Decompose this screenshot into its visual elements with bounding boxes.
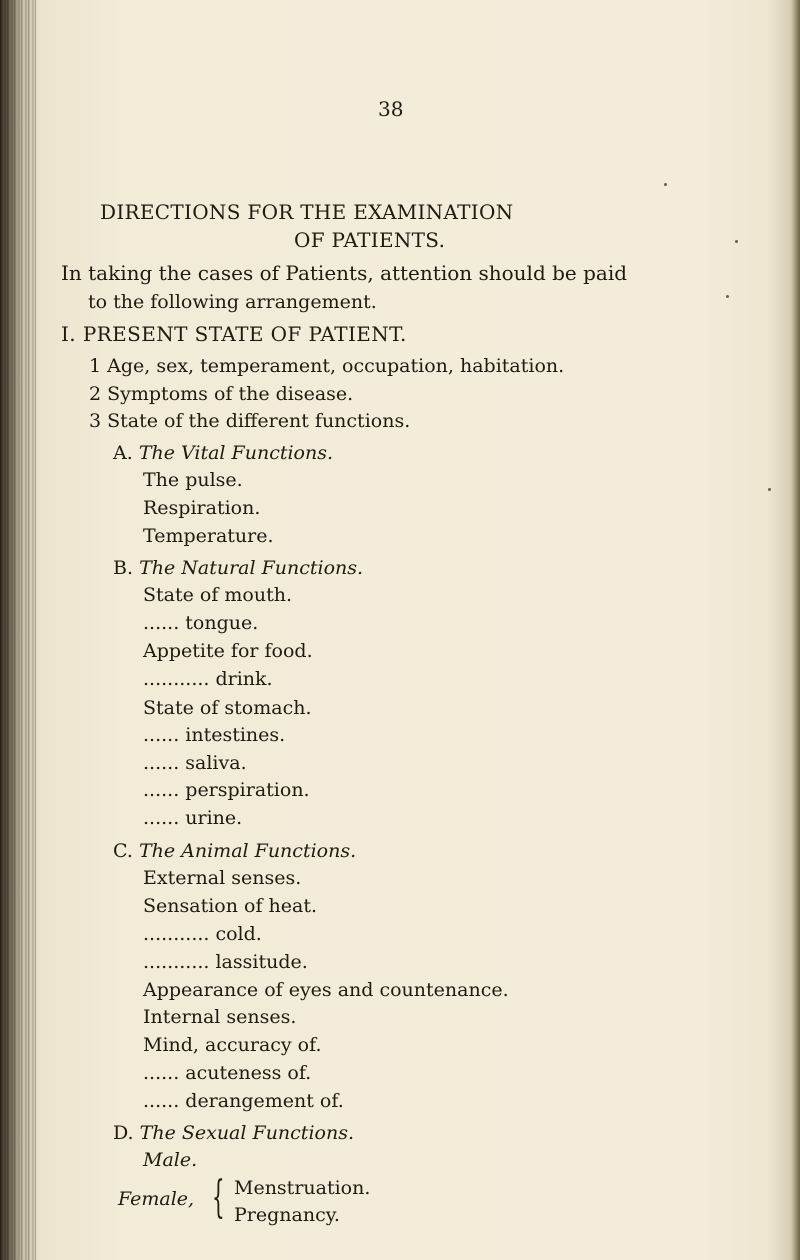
- list-item: ...... urine.: [143, 807, 243, 829]
- list-item: ...... derangement of.: [143, 1090, 344, 1112]
- paper-speck: [664, 183, 667, 186]
- group-a-heading: [113, 442, 333, 464]
- list-item: The pulse.: [143, 469, 243, 491]
- page-edge: [792, 0, 800, 1260]
- list-item: ...... saliva.: [143, 752, 247, 774]
- list-item: State of mouth.: [143, 584, 293, 606]
- list-item: Respiration.: [143, 497, 261, 519]
- list-item: ...... tongue.: [143, 612, 259, 634]
- group-d-heading: [113, 1122, 354, 1144]
- page-number: 38: [378, 97, 404, 121]
- list-item: Pregnancy.: [234, 1204, 340, 1226]
- numbered-item: 3 State of the different functions.: [89, 410, 411, 432]
- list-item: Appetite for food.: [143, 640, 313, 662]
- list-item: ...... perspiration.: [143, 779, 310, 801]
- group-letter: C.: [113, 840, 133, 862]
- intro-line-1: In taking the cases of Patients, attention should be paid: [61, 261, 628, 285]
- group-b-heading: [113, 557, 363, 579]
- male-label: Male.: [143, 1149, 198, 1171]
- list-item: Appearance of eyes and countenance.: [143, 979, 509, 1001]
- numbered-item: 2 Symptoms of the disease.: [89, 383, 354, 405]
- title-line-1: DIRECTIONS FOR THE EXAMINATION: [100, 200, 514, 224]
- list-item: External senses.: [143, 867, 302, 889]
- list-item: Internal senses.: [143, 1006, 297, 1028]
- list-item: Menstruation.: [234, 1177, 371, 1199]
- group-letter: B.: [113, 557, 134, 579]
- list-item: ........... cold.: [143, 923, 262, 945]
- group-title: The Natural Functions.: [139, 557, 364, 579]
- section-heading: [61, 323, 407, 345]
- group-letter: D.: [113, 1122, 134, 1144]
- paper-speck: [768, 488, 771, 491]
- book-gutter: [0, 0, 36, 1260]
- group-title: The Vital Functions.: [138, 442, 334, 464]
- group-title: The Animal Functions.: [138, 840, 357, 862]
- title-line-2: OF PATIENTS.: [294, 228, 446, 252]
- list-item: ........... lassitude.: [143, 951, 308, 973]
- paper-speck: [735, 240, 738, 243]
- list-item: ........... drink.: [143, 668, 273, 690]
- list-item: State of stomach.: [143, 697, 312, 719]
- intro-line-2: to the following arrangement.: [88, 291, 377, 313]
- group-title: The Sexual Functions.: [139, 1122, 354, 1144]
- female-label: Female,: [118, 1188, 195, 1210]
- section-title: PRESENT STATE OF PATIENT.: [82, 322, 407, 346]
- section-number: I.: [61, 322, 77, 346]
- group-c-heading: [113, 840, 356, 862]
- list-item: ...... acuteness of.: [143, 1062, 312, 1084]
- paper-speck: [726, 295, 729, 298]
- list-item: Mind, accuracy of.: [143, 1034, 322, 1056]
- list-item: Sensation of heat.: [143, 895, 317, 917]
- curly-brace-icon: {: [212, 1172, 225, 1223]
- numbered-item: 1 Age, sex, temperament, occupation, habitation.: [89, 355, 565, 377]
- group-letter: A.: [113, 442, 133, 464]
- list-item: Temperature.: [143, 525, 274, 547]
- list-item: ...... intestines.: [143, 724, 286, 746]
